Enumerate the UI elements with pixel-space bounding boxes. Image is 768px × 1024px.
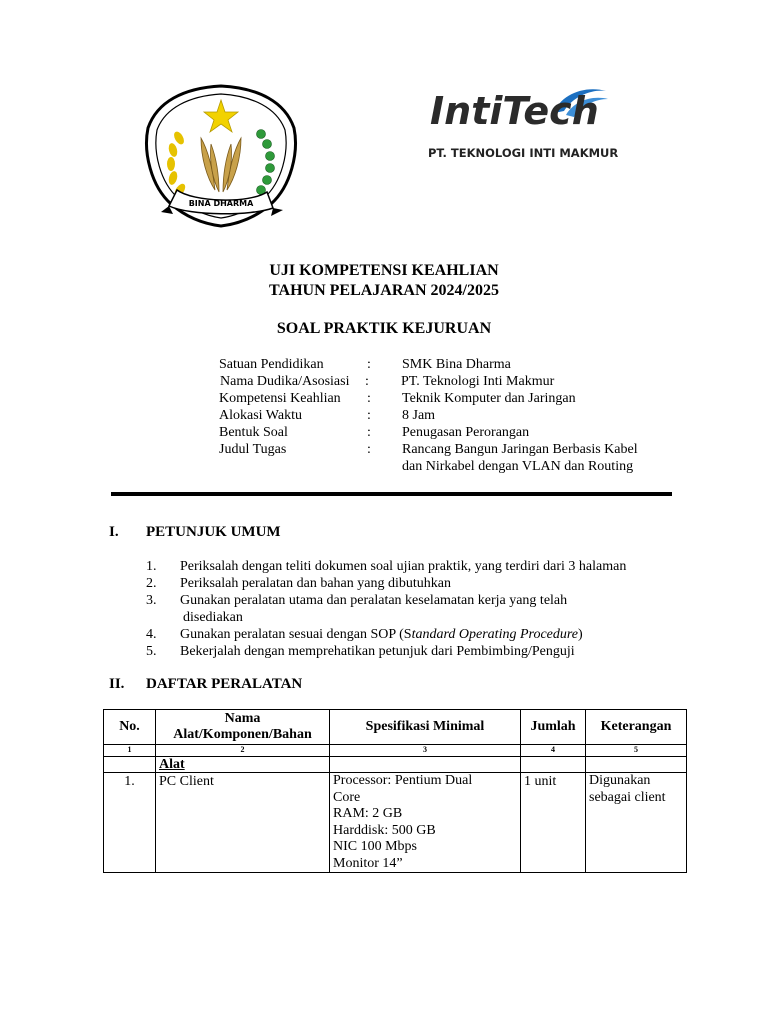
table-cell — [330, 757, 521, 773]
spec-line: Harddisk: 500 GB — [333, 822, 436, 838]
info-label: Kompetensi Keahlian — [219, 391, 341, 406]
item-number: 3. — [146, 593, 157, 608]
group-row — [104, 757, 687, 773]
item-text: Periksalah peralatan dan bahan yang dibutuhkan — [180, 576, 451, 591]
section-title: PETUNJUK UMUM — [146, 524, 281, 540]
spec-line: RAM: 2 GB — [333, 806, 403, 821]
school-logo — [143, 82, 299, 228]
section-number: I. — [109, 524, 119, 540]
item-text-italic: tandard Operating Procedure — [411, 627, 579, 642]
item-number: 2. — [146, 576, 157, 591]
item-text-part: ) — [578, 627, 583, 642]
header-name-line: Nama — [224, 711, 261, 726]
note-line: Digunakan — [589, 773, 651, 788]
row-qty: 1 unit — [521, 773, 586, 873]
group-label — [156, 757, 330, 773]
item-number: 5. — [146, 644, 157, 659]
row-name: PC Client — [156, 773, 330, 873]
item-number: 1. — [146, 559, 157, 574]
column-index: 4 — [521, 745, 586, 757]
info-label: Nama Dudika/Asosiasi — [220, 374, 350, 389]
item-text: Periksalah dengan teliti dokumen soal ujian praktik, yang terdiri dari 3 halaman — [180, 559, 627, 574]
item-text-part: Gunakan peralatan sesuai dengan SOP (S — [180, 627, 412, 642]
section-number: II. — [109, 676, 125, 692]
table-header-row — [104, 710, 687, 745]
info-value: PT. Teknologi Inti Makmur — [401, 374, 555, 389]
info-separator: : — [367, 425, 371, 440]
company-logo — [426, 85, 626, 165]
spec-line: Monitor 14” — [333, 855, 403, 871]
info-label: Bentuk Soal — [219, 425, 288, 440]
header-name-line: Alat/Komponen/Bahan — [173, 727, 312, 742]
info-value: 8 Jam — [402, 408, 436, 423]
column-index: 2 — [156, 745, 330, 757]
group-label-text: Alat — [159, 757, 185, 772]
spec-line: NIC 100 Mbps — [333, 839, 418, 854]
column-index: 3 — [330, 745, 521, 757]
row-spec — [330, 773, 521, 873]
info-separator: : — [365, 374, 369, 389]
header-spec: Spesifikasi Minimal — [330, 710, 521, 745]
exam-subtitle: SOAL PRAKTIK KEJURUAN — [276, 320, 492, 337]
academic-year: TAHUN PELAJARAN 2024/2025 — [269, 282, 499, 299]
info-separator: : — [367, 442, 371, 457]
info-separator: : — [367, 357, 371, 372]
table-cell — [521, 757, 586, 773]
header-qty: Jumlah — [521, 710, 586, 745]
item-number: 4. — [146, 627, 157, 642]
info-value: SMK Bina Dharma — [402, 357, 511, 372]
item-text: disediakan — [183, 610, 243, 625]
info-value: Penugasan Perorangan — [402, 425, 530, 440]
info-label: Judul Tugas — [219, 442, 287, 457]
section-title: DAFTAR PERALATAN — [146, 676, 303, 692]
info-label: Satuan Pendidikan — [219, 357, 324, 372]
item-text: Gunakan peralatan utama dan peralatan keselamatan kerja yang telah — [180, 593, 568, 608]
table-row — [104, 773, 687, 873]
info-separator: : — [367, 391, 371, 406]
info-label: Alokasi Waktu — [219, 408, 302, 423]
header-no: No. — [104, 710, 156, 745]
column-index-row — [104, 745, 687, 757]
item-text — [180, 626, 583, 643]
horizontal-divider — [111, 492, 672, 496]
info-separator: : — [367, 408, 371, 423]
exam-title: UJI KOMPETENSI KEAHLIAN — [269, 262, 499, 279]
spec-line: Processor: Pentium Dual — [333, 773, 473, 788]
row-no: 1. — [104, 773, 156, 873]
note-line: sebagai client — [589, 789, 666, 805]
table-cell — [104, 757, 156, 773]
column-index: 1 — [104, 745, 156, 757]
info-value: Rancang Bangun Jaringan Berbasis Kabel — [402, 442, 638, 457]
spec-line: Core — [333, 789, 361, 805]
equipment-table — [103, 709, 687, 873]
row-note — [586, 773, 687, 873]
header-name — [156, 710, 330, 745]
ribbon-text: BINA DHARMA — [188, 199, 254, 208]
company-tagline: PT. TEKNOLOGI INTI MAKMUR — [428, 146, 619, 160]
company-wordmark: IntiTech — [430, 89, 599, 133]
table-cell — [586, 757, 687, 773]
header-note: Keterangan — [586, 710, 687, 745]
info-value: Teknik Komputer dan Jaringan — [402, 391, 576, 406]
column-index: 5 — [586, 745, 687, 757]
item-text: Bekerjalah dengan memprehatikan petunjuk dari Pembimbing/Penguji — [180, 644, 575, 659]
info-value: dan Nirkabel dengan VLAN dan Routing — [402, 459, 634, 474]
